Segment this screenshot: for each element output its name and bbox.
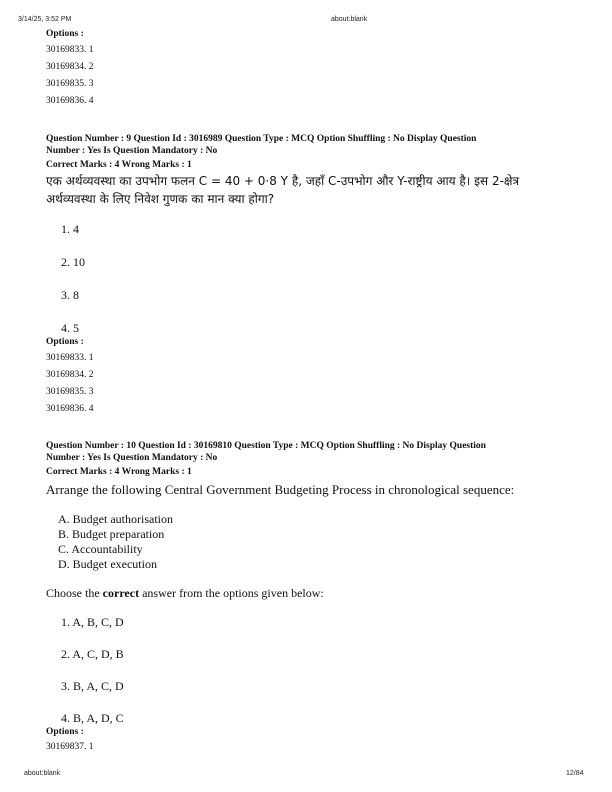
list-item: B. Budget preparation [58, 527, 165, 541]
header-timestamp: 3/14/25, 3:52 PM [18, 16, 72, 23]
option-id: 30169835. 3 [46, 387, 94, 397]
question-instruction [46, 586, 586, 601]
header-url: about:blank [331, 16, 368, 23]
instruction-text: Choose the [46, 586, 103, 600]
option-id: 30169836. 4 [46, 404, 94, 414]
answer-choice: 1. 4 [61, 222, 79, 236]
answer-choice: 2. A, C, D, B [61, 647, 124, 661]
answer-choice: 2. 10 [61, 255, 85, 269]
option-id: 30169837. 1 [46, 742, 94, 752]
option-id: 30169833. 1 [46, 45, 94, 55]
option-id: 30169836. 4 [46, 96, 94, 106]
question-marks: Correct Marks : 4 Wrong Marks : 1 [46, 160, 192, 170]
footer-url: about:blank [24, 770, 61, 777]
question-9 [46, 133, 586, 418]
instruction-text: answer from the options given below: [139, 586, 324, 600]
option-id: 30169834. 2 [46, 62, 94, 72]
question-text-line1: एक अर्थव्यवस्था का उपभोग फलन C = 40 + 0·8 Y है, जहाँ C-उपभोग और Y-राष्ट्रीय आय है। इस 2-क्षेत्र [46, 174, 520, 188]
question-meta: Question Number : 9 Question Id : 3016989 Question Type : MCQ Option Shuffling : No Display Question [46, 134, 477, 144]
list-item: C. Accountability [58, 542, 143, 556]
question-meta-cont: Number : Yes Is Question Mandatory : No [46, 146, 218, 156]
answer-choice: 4. B, A, D, C [61, 711, 124, 725]
prev-options-block [46, 28, 586, 110]
sequence-list [46, 512, 586, 572]
answer-choice: 3. 8 [61, 288, 79, 302]
question-meta: Question Number : 10 Question Id : 30169810 Question Type : MCQ Option Shuffling : No Display Question [46, 441, 486, 451]
page-number: 12/84 [566, 770, 584, 777]
option-id: 30169833. 1 [46, 353, 94, 363]
question-text-line2: अर्थव्यवस्था के लिए निवेश गुणक का मान क्या होगा? [46, 192, 275, 206]
answer-choice: 1. A, B, C, D [61, 615, 124, 629]
list-item: A. Budget authorisation [58, 512, 173, 526]
option-id: 30169835. 3 [46, 79, 94, 89]
page-content [46, 28, 586, 756]
options-label: Options : [46, 337, 84, 347]
answer-choice: 3. B, A, C, D [61, 679, 124, 693]
question-meta-cont: Number : Yes Is Question Mandatory : No [46, 453, 218, 463]
options-label: Options : [46, 29, 84, 39]
instruction-emphasis: correct [102, 586, 140, 600]
options-label: Options : [46, 727, 84, 737]
question-10 [46, 440, 586, 756]
answer-choice: 4. 5 [61, 321, 79, 335]
option-id: 30169834. 2 [46, 370, 94, 380]
question-text: Arrange the following Central Government Budgeting Process in chronological sequence: [46, 482, 515, 497]
question-marks: Correct Marks : 4 Wrong Marks : 1 [46, 467, 192, 477]
list-item: D. Budget execution [58, 557, 157, 571]
